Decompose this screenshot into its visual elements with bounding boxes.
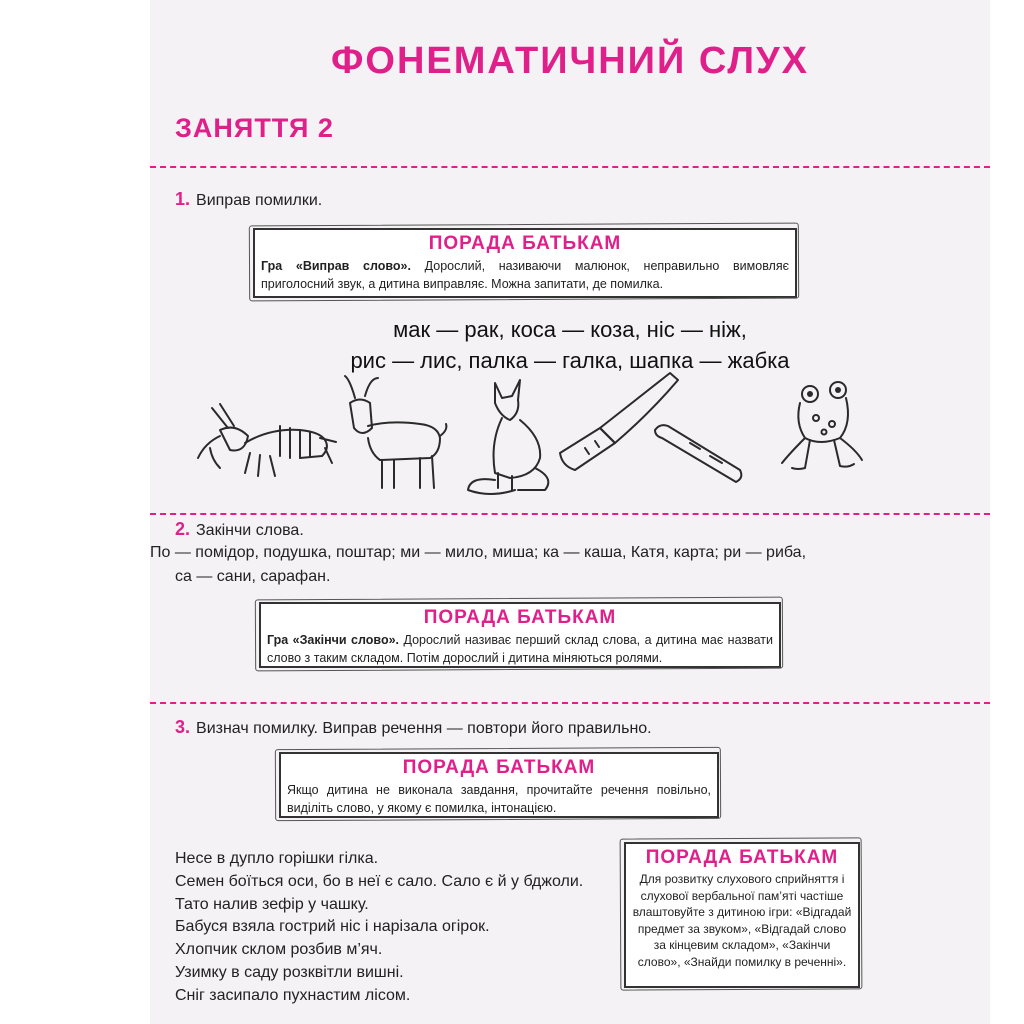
task-number: 3. — [175, 717, 191, 737]
word-pairs — [150, 314, 990, 376]
tip-title: ПОРАДА БАТЬКАМ — [645, 847, 839, 868]
tip-title: ПОРАДА БАТЬКАМ — [402, 757, 596, 778]
sentence: Тато налив зефір у чашку. — [175, 895, 369, 913]
page-title: ФОНЕМАТИЧНИЙ СЛУХ — [331, 40, 809, 82]
word-pairs-line-2: рис — лис, палка — галка, шапка — жабка — [350, 348, 790, 373]
parent-tip-side — [624, 842, 860, 988]
stick-icon — [655, 425, 741, 482]
divider — [150, 513, 990, 515]
knife-icon — [560, 373, 678, 470]
lesson-heading: ЗАНЯТТЯ 2 — [175, 113, 334, 143]
divider — [150, 166, 990, 168]
tip-title: ПОРАДА БАТЬКАМ — [423, 607, 617, 628]
parent-tip-2 — [259, 602, 781, 668]
tip-title: ПОРАДА БАТЬКАМ — [428, 233, 622, 254]
task-text: Закінчи слова. — [196, 522, 304, 539]
task-3-header — [175, 717, 652, 738]
parent-tip-1 — [253, 228, 797, 298]
frog-icon — [782, 382, 862, 469]
crayfish-icon — [198, 404, 336, 476]
task-2-line-1: По — помідор, подушка, поштар; ми — мило, миша; ка — каша, Катя, карта; ри — риба, — [150, 544, 807, 561]
task-text: Визнач помилку. Виправ речення — повтори його правильно. — [196, 720, 652, 737]
fox-icon — [468, 380, 548, 494]
task-number: 2. — [175, 519, 191, 539]
sentence: Семен боїться оси, бо в неї є сало. Сало є й у бджоли. — [175, 872, 584, 890]
task-1-header — [175, 189, 322, 210]
word-pairs-line-1: мак — рак, коса — коза, ніс — ніж, — [393, 317, 747, 342]
tip-text: Для розвитку слухового сприйняття і слухової вербальної пам’яті частіше влаштовуйте з дитиною ігри: «Відгадай предмет за звуком», «Відгадай слово за кінцевим складом», «Закінчи слово», «Знайди помилку в реченні». — [632, 872, 852, 969]
goat-icon — [345, 376, 446, 488]
parent-tip-3 — [279, 752, 719, 818]
tip-body: Дорослий, називаючи малюнок, неправильно вимовляє приголосний звук, а дитина виправляє. Можна запитати, де помилка. — [261, 259, 789, 291]
divider — [150, 702, 990, 704]
tip-text — [261, 257, 789, 293]
pictures-row — [150, 368, 990, 508]
sentence: Узимку в саду розквітли вишні. — [175, 963, 404, 981]
tip-text — [267, 631, 773, 667]
sentence: Сніг засипало пухнастим лісом. — [175, 986, 411, 1004]
tip-game-name: Гра «Закінчи слово». — [267, 633, 400, 647]
tip-text: Якщо дитина не виконала завдання, прочитайте речення повільно, виділіть слово, у якому є помилка, інтонацією. — [287, 783, 711, 815]
sentence-list — [175, 848, 605, 1008]
task-text: Виправ помилки. — [196, 192, 323, 209]
task-number: 1. — [175, 189, 191, 209]
sentence: Хлопчик склом розбив м’яч. — [175, 941, 383, 959]
tip-game-name: Гра «Виправ слово». — [261, 259, 411, 273]
sentence: Несе в дупло горішки гілка. — [175, 850, 379, 867]
task-2-header — [175, 519, 304, 540]
task-2-line-2: са — сани, сарафан. — [175, 568, 331, 585]
tip-body: Дорослий називає перший склад слова, а дитина має назвати слово з таким складом. Потім дорослий і дитина міняються ролями. — [267, 633, 774, 665]
sentence: Бабуся взяла гострий ніс і нарізала огірок. — [175, 918, 490, 936]
